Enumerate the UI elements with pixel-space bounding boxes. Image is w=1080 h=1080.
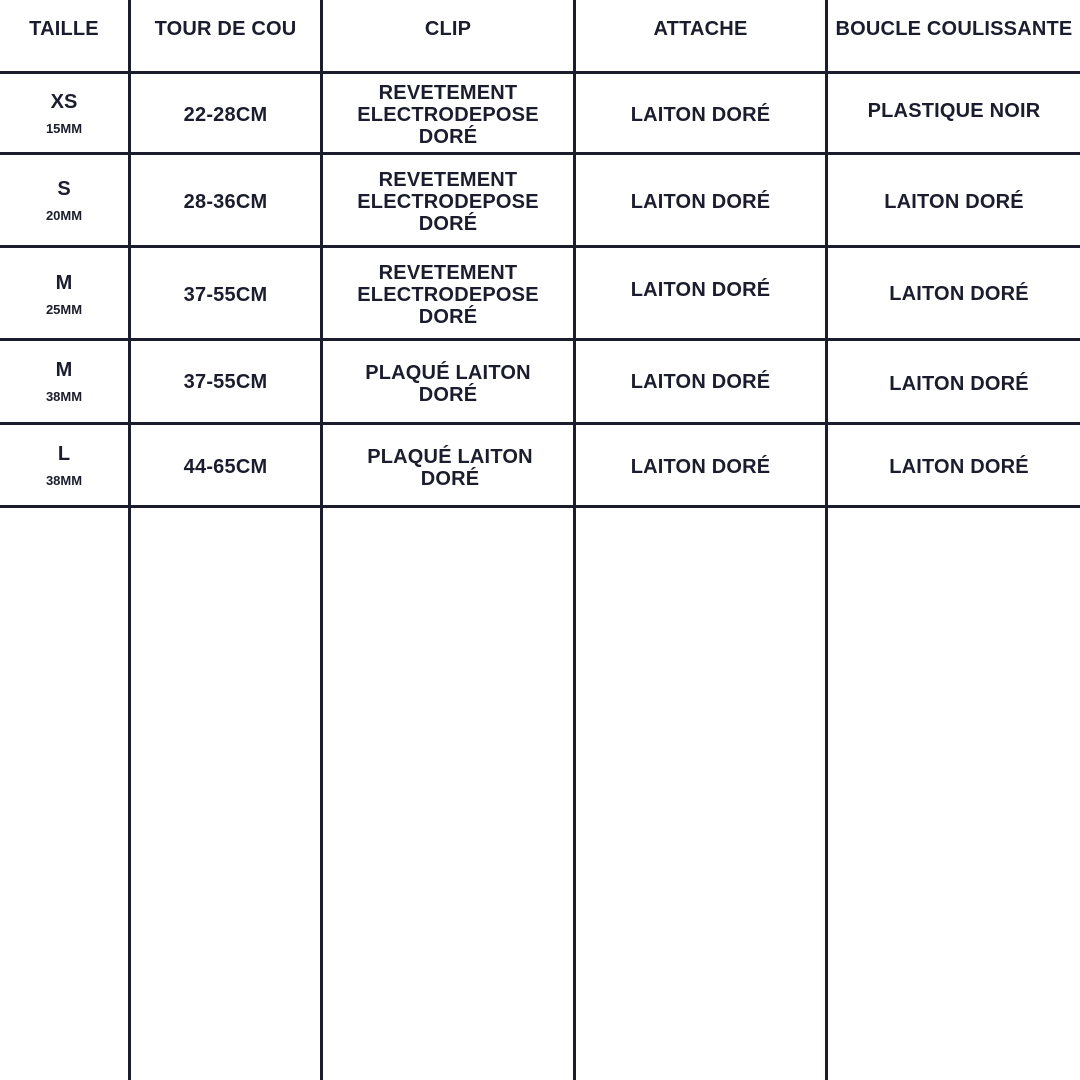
header-taille: TAILLE xyxy=(29,17,99,40)
attache-material: LAITON DORÉ xyxy=(630,456,771,478)
size-cell xyxy=(0,425,128,505)
clip-material: PLAQUÉ LAITON DORÉ xyxy=(367,446,533,490)
size-label: M xyxy=(55,271,73,294)
boucle-material: LAITON DORÉ xyxy=(889,283,1029,305)
size-label: XS xyxy=(50,90,78,113)
header-boucle-coulissante: BOUCLE COULISSANTE xyxy=(835,17,1073,40)
size-cell xyxy=(0,341,128,422)
clip-material: REVETEMENT ELECTRODEPOSE DORÉ xyxy=(357,169,539,235)
neck-range: 22-28CM xyxy=(183,104,268,126)
header-tour-de-cou: TOUR DE COU xyxy=(154,17,297,40)
neck-range: 37-55CM xyxy=(183,371,268,393)
size-cell xyxy=(0,155,128,245)
strap-width: 25MM xyxy=(45,301,83,317)
size-label: L xyxy=(57,442,71,465)
attache-material: LAITON DORÉ xyxy=(630,279,771,301)
size-label: M xyxy=(55,359,73,381)
boucle-material: LAITON DORÉ xyxy=(884,191,1024,213)
header-clip: CLIP xyxy=(424,17,472,40)
size-cell xyxy=(0,248,128,340)
strap-width: 38MM xyxy=(45,472,83,488)
neck-range: 37-55CM xyxy=(183,284,268,306)
strap-width: 15MM xyxy=(45,120,83,136)
header-attache: ATTACHE xyxy=(653,17,748,40)
clip-material: REVETEMENT ELECTRODEPOSE DORÉ xyxy=(357,82,539,148)
strap-width: 20MM xyxy=(45,207,83,223)
size-label: S xyxy=(57,177,71,200)
strap-width: 38MM xyxy=(45,389,83,404)
attache-material: LAITON DORÉ xyxy=(630,191,771,213)
clip-material: PLAQUÉ LAITON DORÉ xyxy=(365,362,531,406)
neck-range: 44-65CM xyxy=(183,456,268,478)
size-cell xyxy=(0,74,128,152)
attache-material: LAITON DORÉ xyxy=(630,104,771,126)
boucle-material: LAITON DORÉ xyxy=(889,456,1029,478)
clip-material: REVETEMENT ELECTRODEPOSE DORÉ xyxy=(357,262,539,328)
boucle-material: PLASTIQUE NOIR xyxy=(867,100,1041,122)
neck-range: 28-36CM xyxy=(183,191,268,213)
attache-material: LAITON DORÉ xyxy=(630,371,771,393)
boucle-material: LAITON DORÉ xyxy=(889,373,1029,395)
